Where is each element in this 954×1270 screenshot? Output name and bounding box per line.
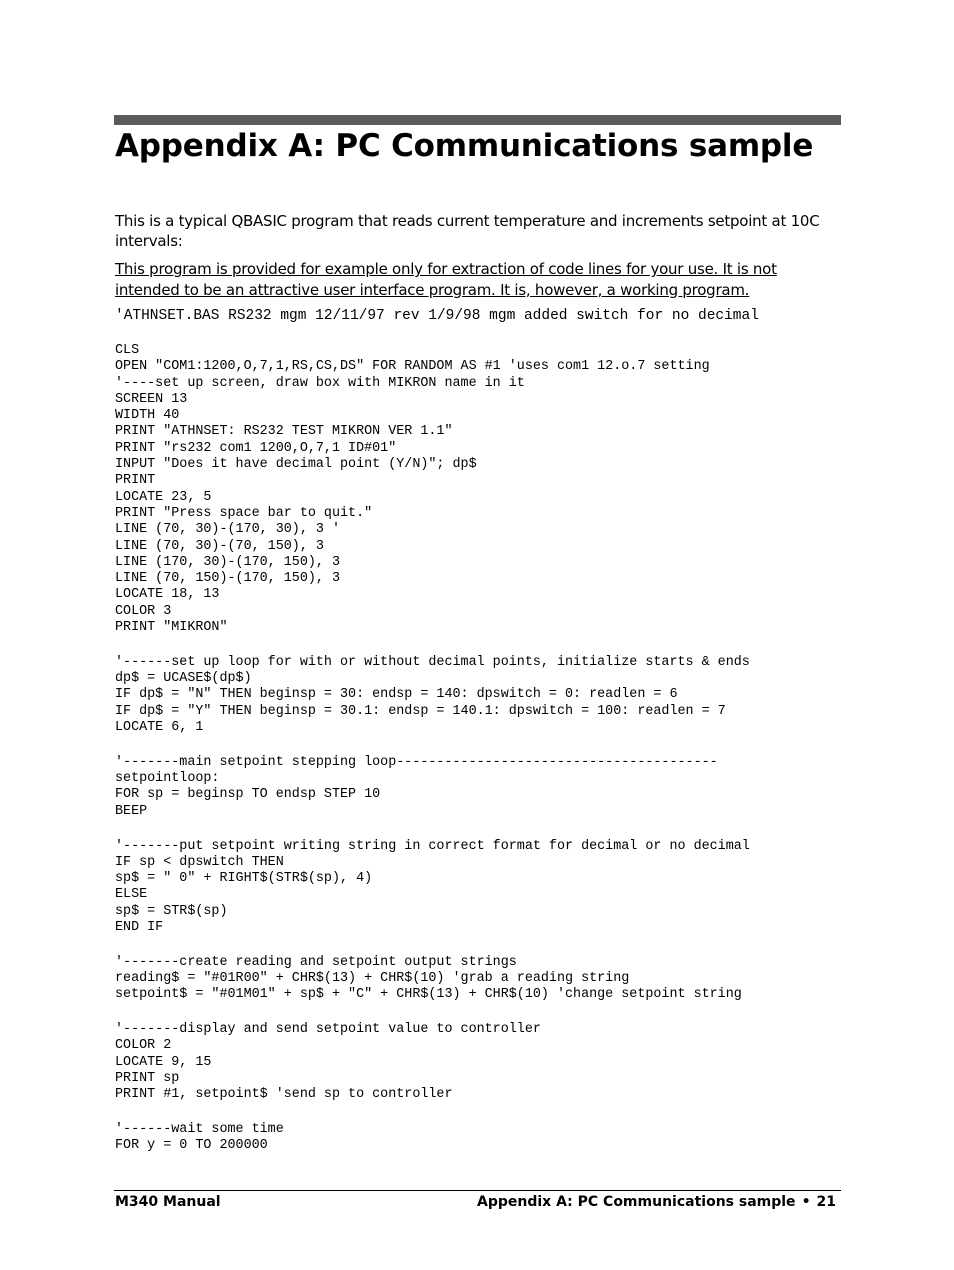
footer-rule [114,1190,841,1191]
code-line: LINE (70, 30)-(170, 30), 3 ' [115,522,340,538]
code-line: setpoint$ = "#01M01" + sp$ + "C" + CHR$(13) + CHR$(10) 'change setpoint string [115,987,742,1003]
code-line: OPEN "COM1:1200,O,7,1,RS,CS,DS" FOR RANDOM AS #1 'uses com1 12.o.7 setting [115,359,710,375]
code-line [115,736,750,755]
code-line: PRINT [115,473,156,489]
code-line: INPUT "Does it have decimal point (Y/N)"; dp$ [115,457,477,473]
footer-bullet: • [801,1194,811,1210]
code-line [115,1004,750,1023]
code-header-comment: 'ATHNSET.BAS RS232 mgm 12/11/97 rev 1/9/98 mgm added switch for no decimal [115,308,759,324]
code-line: SCREEN 13 [115,391,188,407]
code-line: LINE (70, 30)-(70, 150), 3 [115,538,324,554]
code-line: '----set up screen, draw box with MIKRON name in it [115,375,525,391]
code-line: BEEP [115,803,148,819]
code-line: '-------display and send setpoint value to controller [115,1022,541,1038]
code-line: '-------create reading and setpoint output strings [115,954,517,970]
code-line: sp$ = " 0" + RIGHT$(STR$(sp), 4) [115,871,373,887]
code-line: LINE (170, 30)-(170, 150), 3 [115,554,340,570]
code-line: CLS [115,343,140,358]
code-line: IF dp$ = "Y" THEN beginsp = 30.1: endsp = 140.1: dpswitch = 100: readlen = 7 [115,703,726,719]
footer-page-number: 21 [816,1194,836,1210]
code-line: setpointloop: [115,771,220,787]
code-line [115,636,750,655]
code-line: dp$ = UCASE$(dp$) [115,671,252,687]
intro-paragraph: This is a typical QBASIC program that reads current temperature and increments setpoint at 10C intervals: [115,212,820,250]
code-line: FOR y = 0 TO 200000 [115,1138,268,1154]
code-line: LOCATE 18, 13 [115,587,220,603]
code-line: sp$ = STR$(sp) [115,903,228,919]
code-line: END IF [115,920,164,935]
code-line [115,820,750,839]
code-line: reading$ = "#01R00" + CHR$(13) + CHR$(10) 'grab a reading string [115,971,630,987]
code-line: LOCATE 9, 15 [115,1054,212,1070]
code-line: LOCATE 23, 5 [115,489,212,505]
code-line: LOCATE 6, 1 [115,720,204,736]
code-line: ELSE [115,887,148,903]
footer-manual-name: M340 Manual [115,1194,221,1210]
footer-section [477,1193,836,1211]
code-line: IF sp < dpswitch THEN [115,854,284,870]
disclaimer-paragraph: This program is provided for example only for extraction of code lines for your use. It is not intended to be an attractive user interface program. It is, however, a working program. [115,260,777,299]
title-rule [114,115,841,125]
code-line: PRINT "MIKRON" [115,620,228,636]
code-line: FOR sp = beginsp TO endsp STEP 10 [115,787,381,803]
code-line: PRINT #1, setpoint$ 'send sp to controller [115,1087,453,1103]
footer-section-title: Appendix A: PC Communications sample [477,1194,796,1210]
code-line: '-------main setpoint stepping loop---------------------------------------- [115,754,718,770]
code-line: PRINT "rs232 com1 1200,O,7,1 ID#01" [115,440,397,456]
page-title: Appendix A: PC Communications sample [115,128,814,164]
code-line: '-------put setpoint writing string in correct format for decimal or no decimal [115,838,750,854]
code-line: PRINT "ATHNSET: RS232 TEST MIKRON VER 1.1" [115,424,453,440]
code-line: '------wait some time [115,1122,284,1138]
code-line: COLOR 2 [115,1038,172,1054]
code-line: PRINT "Press space bar to quit." [115,505,373,521]
code-line: COLOR 3 [115,603,172,619]
code-line: IF dp$ = "N" THEN beginsp = 30: endsp = 140: dpswitch = 0: readlen = 6 [115,687,678,703]
code-line [115,936,750,955]
code-line [115,1104,750,1123]
code-line: PRINT sp [115,1071,180,1087]
code-line: '------set up loop for with or without decimal points, initialize starts & ends [115,654,750,670]
code-listing [115,343,750,1155]
code-line: WIDTH 40 [115,408,180,424]
code-line: LINE (70, 150)-(170, 150), 3 [115,571,340,587]
